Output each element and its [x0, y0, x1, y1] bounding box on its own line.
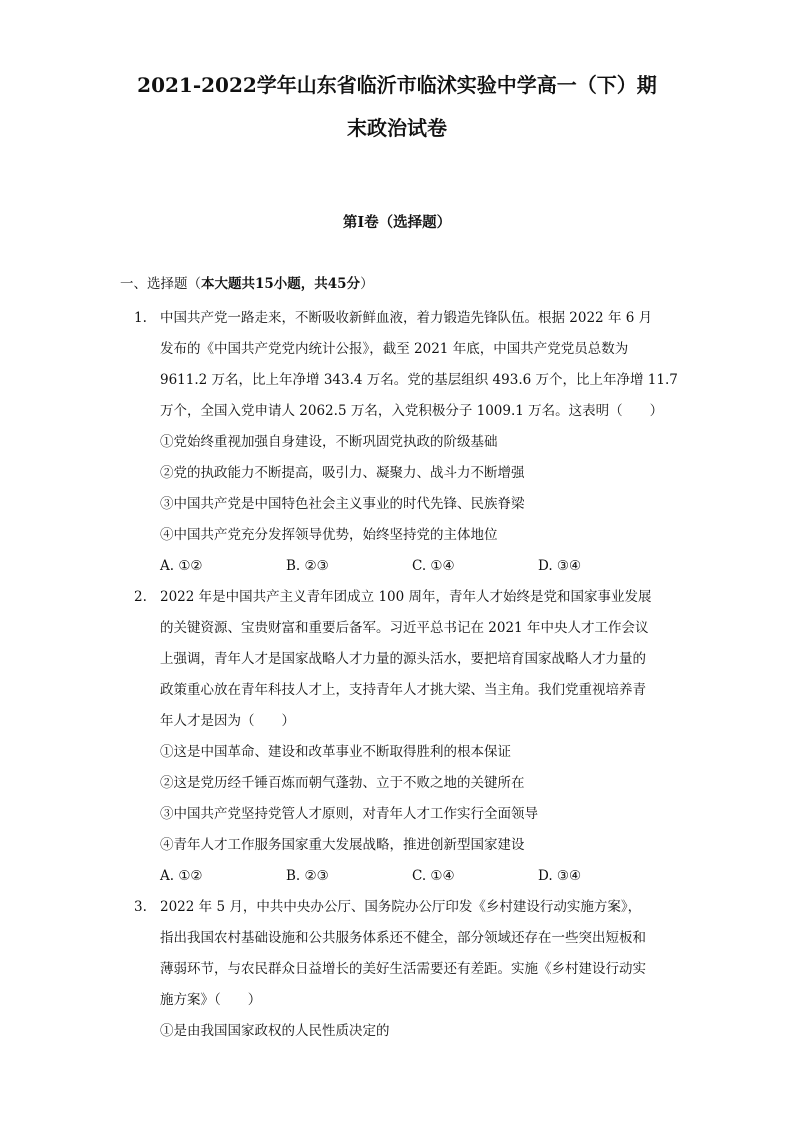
- question-text-line: 施方案》（ ）: [160, 992, 262, 1008]
- statement-2: ②党的执政能力不断提高，吸引力、凝聚力、战斗力不断增强: [160, 465, 525, 481]
- statement-4: ④中国共产党充分发挥领导优势，始终坚持党的主体地位: [160, 527, 498, 543]
- statement-1: ①是由我国国家政权的人民性质决定的: [160, 1023, 390, 1039]
- statement-1: ①这是中国革命、建设和改革事业不断取得胜利的根本保证: [160, 744, 511, 760]
- question-text-line: 指出我国农村基础设施和公共服务体系还不健全，部分领域还存在一些突出短板和: [160, 930, 646, 946]
- statement-2: ②这是党历经千锤百炼而朝气蓬勃、立于不败之地的关键所在: [160, 775, 525, 791]
- question-text-line: 薄弱环节，与农民群众日益增长的美好生活需要还有差距。实施《乡村建设行动实: [160, 961, 646, 977]
- statement-3: ③中国共产党是中国特色社会主义事业的时代先锋、民族脊梁: [160, 496, 525, 512]
- option-c[interactable]: C. ①④: [412, 558, 455, 574]
- statement-1: ①党始终重视加强自身建设，不断巩固党执政的阶级基础: [160, 434, 498, 450]
- statement-3: ③中国共产党坚持党管人才原则，对青年人才工作实行全面领导: [160, 806, 538, 822]
- question-text-line: 9611.2 万名，比上年净增 343.4 万名。党的基层组织 493.6 万个，比上年净增 11.7: [160, 372, 678, 388]
- question-text-line: 发布的《中国共产党党内统计公报》，截至 2021 年底，中国共产党党员总数为: [160, 341, 629, 357]
- section-info: 本大题共15小题，共45分: [201, 276, 361, 292]
- section-prefix: 一、选择题（: [120, 276, 201, 292]
- question-text-line: 中国共产党一路走来，不断吸收新鲜血液，着力锻造先锋队伍。根据 2022 年 6 月: [160, 310, 653, 326]
- question-text-line: 的关键资源、宝贵财富和重要后备军。习近平总书记在 2021 年中央人才工作会议: [160, 620, 649, 636]
- option-d[interactable]: D. ③④: [538, 868, 582, 884]
- question-text-line: 2022 年 5 月，中共中央办公厅、国务院办公厅印发《乡村建设行动实施方案》，: [160, 899, 642, 915]
- document-title-line-1: 2021-2022学年山东省临沂市临沭实验中学高一（下）期: [137, 73, 657, 97]
- volume-heading: 第Ⅰ卷（选择题）: [342, 214, 452, 231]
- option-c[interactable]: C. ①④: [412, 868, 455, 884]
- option-b[interactable]: B. ②③: [286, 558, 329, 574]
- document-title-line-2: 末政治试卷: [347, 116, 447, 140]
- statement-4: ④青年人才工作服务国家重大发展战略，推进创新型国家建设: [160, 837, 525, 853]
- question-text-line: 上强调，青年人才是国家战略人才力量的源头活水，要把培育国家战略人才力量的: [160, 651, 646, 667]
- question-number: 1.: [134, 310, 147, 326]
- section-suffix: ）: [360, 276, 374, 292]
- option-a[interactable]: A. ①②: [160, 558, 203, 574]
- question-number: 3.: [134, 899, 147, 915]
- section-heading: [120, 271, 374, 297]
- question-text-line: 年人才是因为（ ）: [160, 713, 295, 729]
- option-d[interactable]: D. ③④: [538, 558, 582, 574]
- question-text-line: 2022 年是中国共产主义青年团成立 100 周年，青年人才始终是党和国家事业发展: [160, 589, 652, 605]
- question-text-line: 政策重心放在青年科技人才上，支持青年人才挑大梁、当主角。我们党重视培养青: [160, 682, 646, 698]
- option-b[interactable]: B. ②③: [286, 868, 329, 884]
- option-a[interactable]: A. ①②: [160, 868, 203, 884]
- question-number: 2.: [134, 589, 147, 605]
- question-text-line: 万个，全国入党申请人 2062.5 万名，入党积极分子 1009.1 万名。这表明（ ）: [160, 403, 664, 419]
